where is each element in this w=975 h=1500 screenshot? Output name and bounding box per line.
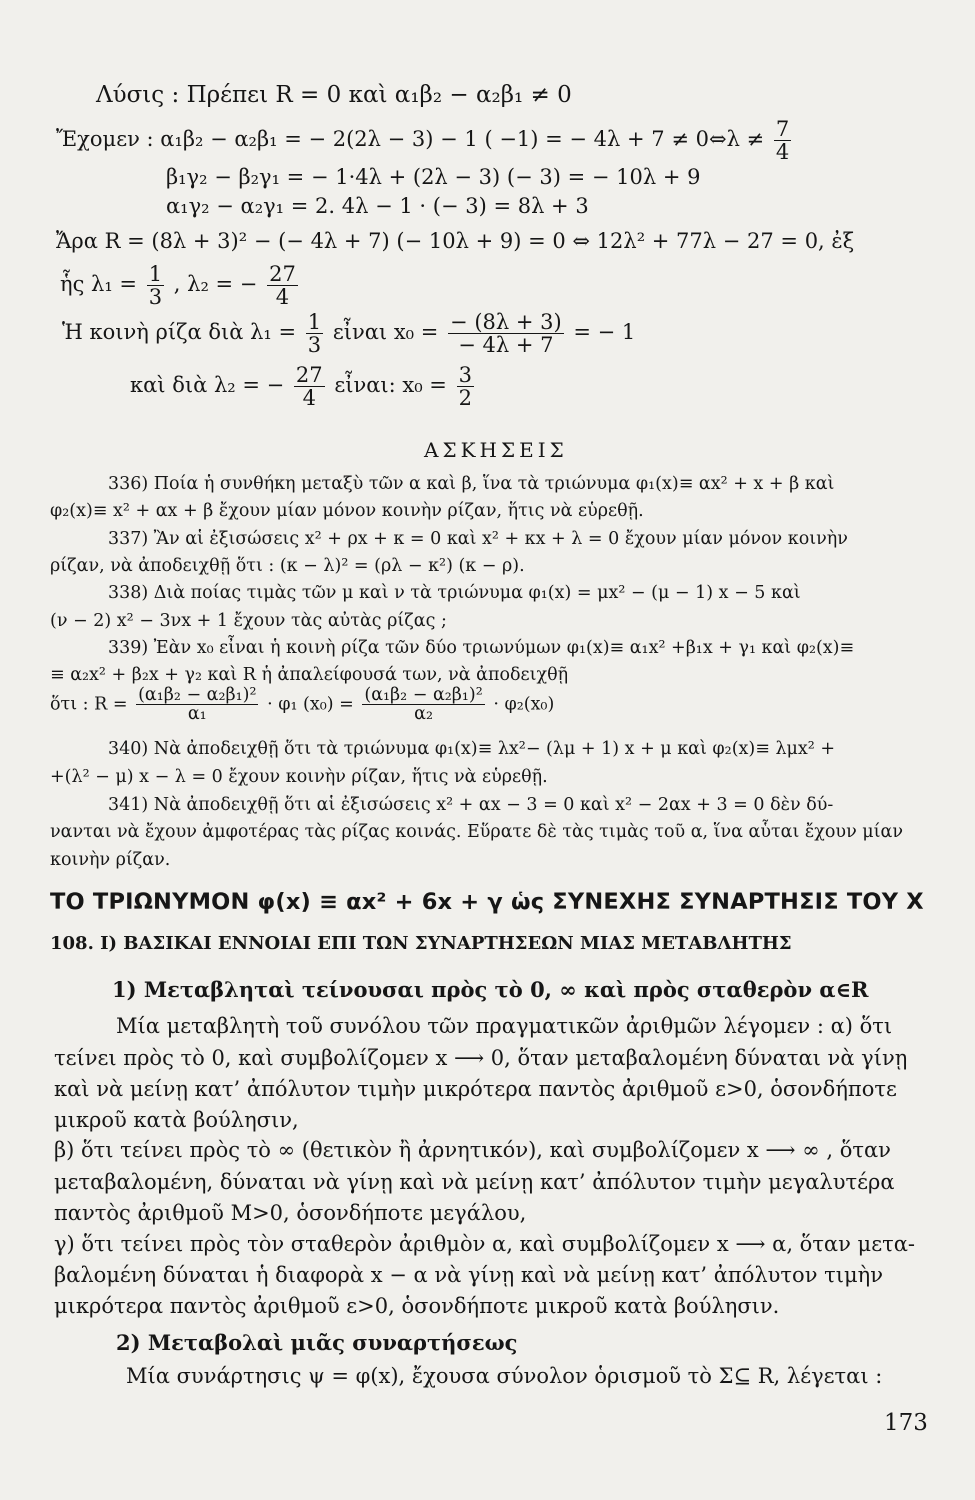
solution-line-3: β₁γ₂ − β₂γ₁ = − 1·4λ + (2λ − 3) (− 3) = − 10λ + 9 [166,165,701,189]
text: Ἡ κοινὴ ρίζα διὰ λ₁ = [62,320,297,345]
paragraph-line-9: βαλομένη δύναται ἡ διαφορὰ x − α νὰ γίνῃ καὶ νὰ μείνῃ κατ’ ἀπόλυτον τιμὴν [54,1263,883,1287]
solution-line-2-text: Ἔχομεν : α₁β₂ − α₂β₁ = − 2(2λ − 3) − 1 ( −1) = − 4λ + 7 ≠ 0⇔λ ≠ [56,127,765,152]
exercise-340-line-1: 340) Νὰ ἀποδειχθῇ ὅτι τὰ τριώνυμα φ₁(x)≡ λx²− (λμ + 1) x + μ καὶ φ₂(x)≡ λμx² + [108,739,836,759]
solution-line-2 [56,118,794,163]
exercise-336-line-2: φ₂(x)≡ x² + αx + β ἔχουν μίαν μόνον κοινὴν ρίζαν, ἥτις νὰ εὑρεθῇ. [50,501,644,521]
subsection-108: 108. Ι) ΒΑΣΙΚΑΙ ΕΝΝΟΙΑΙ ΕΠΙ ΤΩΝ ΣΥΝΑΡΤΗΣΕΩΝ ΜΙΑΣ ΜΕΤΑΒΛΗΤΗΣ [50,933,792,954]
text: · φ₂(x₀) [493,694,555,715]
paragraph-line-10: μικρότερα παντὸς ἀριθμοῦ ε>0, ὁσονδήποτε μικροῦ κατὰ βούλησιν. [54,1294,780,1318]
solution-line-6 [60,263,301,308]
fraction-den: 4 [775,140,790,165]
fraction [774,118,791,163]
paragraph-line-11: Μία συνάρτησις ψ = φ(x), ἔχουσα σύνολον ὁρισμοῦ τὸ Σ⊆ R, λέγεται : [126,1364,883,1388]
exercise-339-line-1: 339) Ἐὰν x₀ εἶναι ἡ κοινὴ ρίζα τῶν δύο τριωνύμων φ₁(x)≡ α₁x² +β₁x + γ₁ καὶ φ₂(x)≡ [108,638,855,658]
text: εἶναι x₀ = [332,320,439,345]
paragraph-line-1: Μία μεταβλητὴ τοῦ συνόλου τῶν πραγματικῶν ἀριθμῶν λέγομεν : α) ὅτι [116,1014,893,1038]
exercise-338-line-1: 338) Διὰ ποίας τιμὰς τῶν μ καὶ ν τὰ τριώνυμα φ₁(x) = μx² − (μ − 1) x − 5 καὶ [108,583,801,603]
fraction [136,686,258,724]
fraction-num: 27 [295,363,323,387]
exercise-338-line-2: (ν − 2) x² − 3νx + 1 ἔχουν τὰς αὐτὰς ρίζας ; [50,611,447,631]
fraction-den: − 4λ + 7 [448,333,564,356]
exercise-336-line-1: 336) Ποία ἡ συνθήκη μεταξὺ τῶν α καὶ β, ἵνα τὰ τριώνυμα φ₁(x)≡ αx² + x + β καὶ [108,474,835,494]
paragraph-line-6: μεταβαλομένη, δύναται νὰ γίνῃ καὶ νὰ μείνῃ κατ’ ἀπόλυτον τιμὴν μεγαλυτέρα [54,1170,895,1194]
fraction-den: 2 [458,386,472,411]
fraction [147,263,164,308]
exercise-340-line-2: +(λ² − μ) x − λ = 0 ἔχουν κοινὴν ρίζαν, ἥτις νὰ εὑρεθῇ. [50,767,548,787]
fraction-num: (α₁β₂ − α₂β₁)² [138,685,257,705]
solution-line-8 [130,364,477,409]
solution-line-7 [62,311,635,356]
exercise-341-line-2: νανται νὰ ἔχουν ἀμφοτέρας τὰς ρίζας κοινάς. Εὕρατε δὲ τὰς τιμὰς τοῦ α, ἵνα αὗται ἔχουν μίαν [50,822,903,842]
text: · φ₁ (x₀) = [267,694,354,715]
fraction-den: 4 [294,386,325,409]
exercises-title: ΑΣΚΗΣΕΙΣ [424,438,568,462]
fraction-den: α₁ [136,704,258,723]
section-heading: ΤΟ ΤΡΙΩΝΥΜΟΝ φ(x) ≡ αx² + 6x + γ ὡς ΣΥΝΕΧΗΣ ΣΥΝΑΡΤΗΣΙΣ ΤΟΥ Χ [50,889,924,915]
subheading-1: 1) Μεταβληταὶ τείνουσαι πρὸς τὸ 0, ∞ καὶ πρὸς σταθερὸν α∈R [112,977,869,1002]
text: ἧς λ₁ = [60,272,138,297]
subheading-2: 2) Μεταβολαὶ μιᾶς συναρτήσεως [116,1330,518,1355]
fraction-num: 1 [148,262,163,286]
paragraph-line-2: τείνει πρὸς τὸ 0, καὶ συμβολίζομεν x ⟶ 0, ὅταν μεταβαλομένη δύναται νὰ γίνῃ [54,1046,908,1070]
fraction-num: (α₁β₂ − α₂β₁)² [364,685,483,705]
text: , λ₂ = − [173,272,258,297]
text: = − 1 [573,320,636,345]
paragraph-line-5: β) ὅτι τείνει πρὸς τὸ ∞ (θετικὸν ἢ ἀρνητικόν), καὶ συμβολίζομεν x ⟶ ∞ , ὅταν [54,1138,891,1162]
fraction-den: α₂ [362,704,484,723]
fraction [294,364,325,409]
solution-line-4: α₁γ₂ − α₂γ₁ = 2. 4λ − 1 · (− 3) = 8λ + 3 [166,194,589,218]
exercise-341-line-3: κοινὴν ρίζαν. [50,850,171,870]
fraction-num: 1 [307,310,322,334]
exercise-339-line-3 [50,686,554,724]
solution-line-1: Λύσις : Πρέπει R = 0 καὶ α₁β₂ − α₂β₁ ≠ 0 [96,82,572,108]
fraction [267,263,298,308]
fraction-num: − (8λ + 3) [450,310,562,334]
fraction [457,364,474,409]
fraction-num: 3 [458,363,472,387]
paragraph-line-3: καὶ νὰ μείνῃ κατ’ ἀπόλυτον τιμὴν μικρότερα παντὸς ἀριθμοῦ ε>0, ὁσονδήποτε [54,1077,897,1101]
fraction-den: 3 [307,333,322,358]
paragraph-line-4: μικροῦ κατὰ βούλησιν, [54,1108,299,1132]
text: εἶναι: x₀ = [334,373,447,398]
text: ὅτι : R = [50,694,128,715]
fraction [362,686,484,724]
page-number: 173 [884,1410,928,1436]
text: καὶ διὰ λ₂ = − [130,373,285,398]
exercise-337-line-1: 337) Ἂν αἱ ἐξισώσεις x² + ρx + κ = 0 καὶ x² + κx + λ = 0 ἔχουν μίαν μόνον κοινὴν [108,529,848,549]
paragraph-line-8: γ) ὅτι τείνει πρὸς τὸν σταθερὸν ἀριθμὸν α, καὶ συμβολίζομεν x ⟶ α, ὅταν μετα- [54,1232,915,1256]
solution-line-5: Ἄρα R = (8λ + 3)² − (− 4λ + 7) (− 10λ + 9) = 0 ⇔ 12λ² + 77λ − 27 = 0, ἐξ [56,229,855,253]
fraction-den: 4 [267,285,298,308]
exercise-339-line-2: ≡ α₂x² + β₂x + γ₂ καὶ R ἡ ἀπαλείφουσά των, νὰ ἀποδειχθῇ [50,665,569,685]
exercise-341-line-1: 341) Νὰ ἀποδειχθῇ ὅτι αἱ ἐξισώσεις x² + αx − 3 = 0 καὶ x² − 2αx + 3 = 0 δὲν δύ- [108,795,834,815]
paragraph-line-7: παντὸς ἀριθμοῦ Μ>0, ὁσονδήποτε μεγάλου, [54,1201,527,1225]
exercise-337-line-2: ρίζαν, νὰ ἀποδειχθῇ ὅτι : (κ − λ)² = (ρλ − κ²) (κ − ρ). [50,556,525,576]
fraction-num: 7 [775,117,790,141]
fraction [448,311,564,356]
fraction-den: 3 [148,285,163,310]
fraction-num: 27 [269,262,296,286]
fraction [306,311,323,356]
